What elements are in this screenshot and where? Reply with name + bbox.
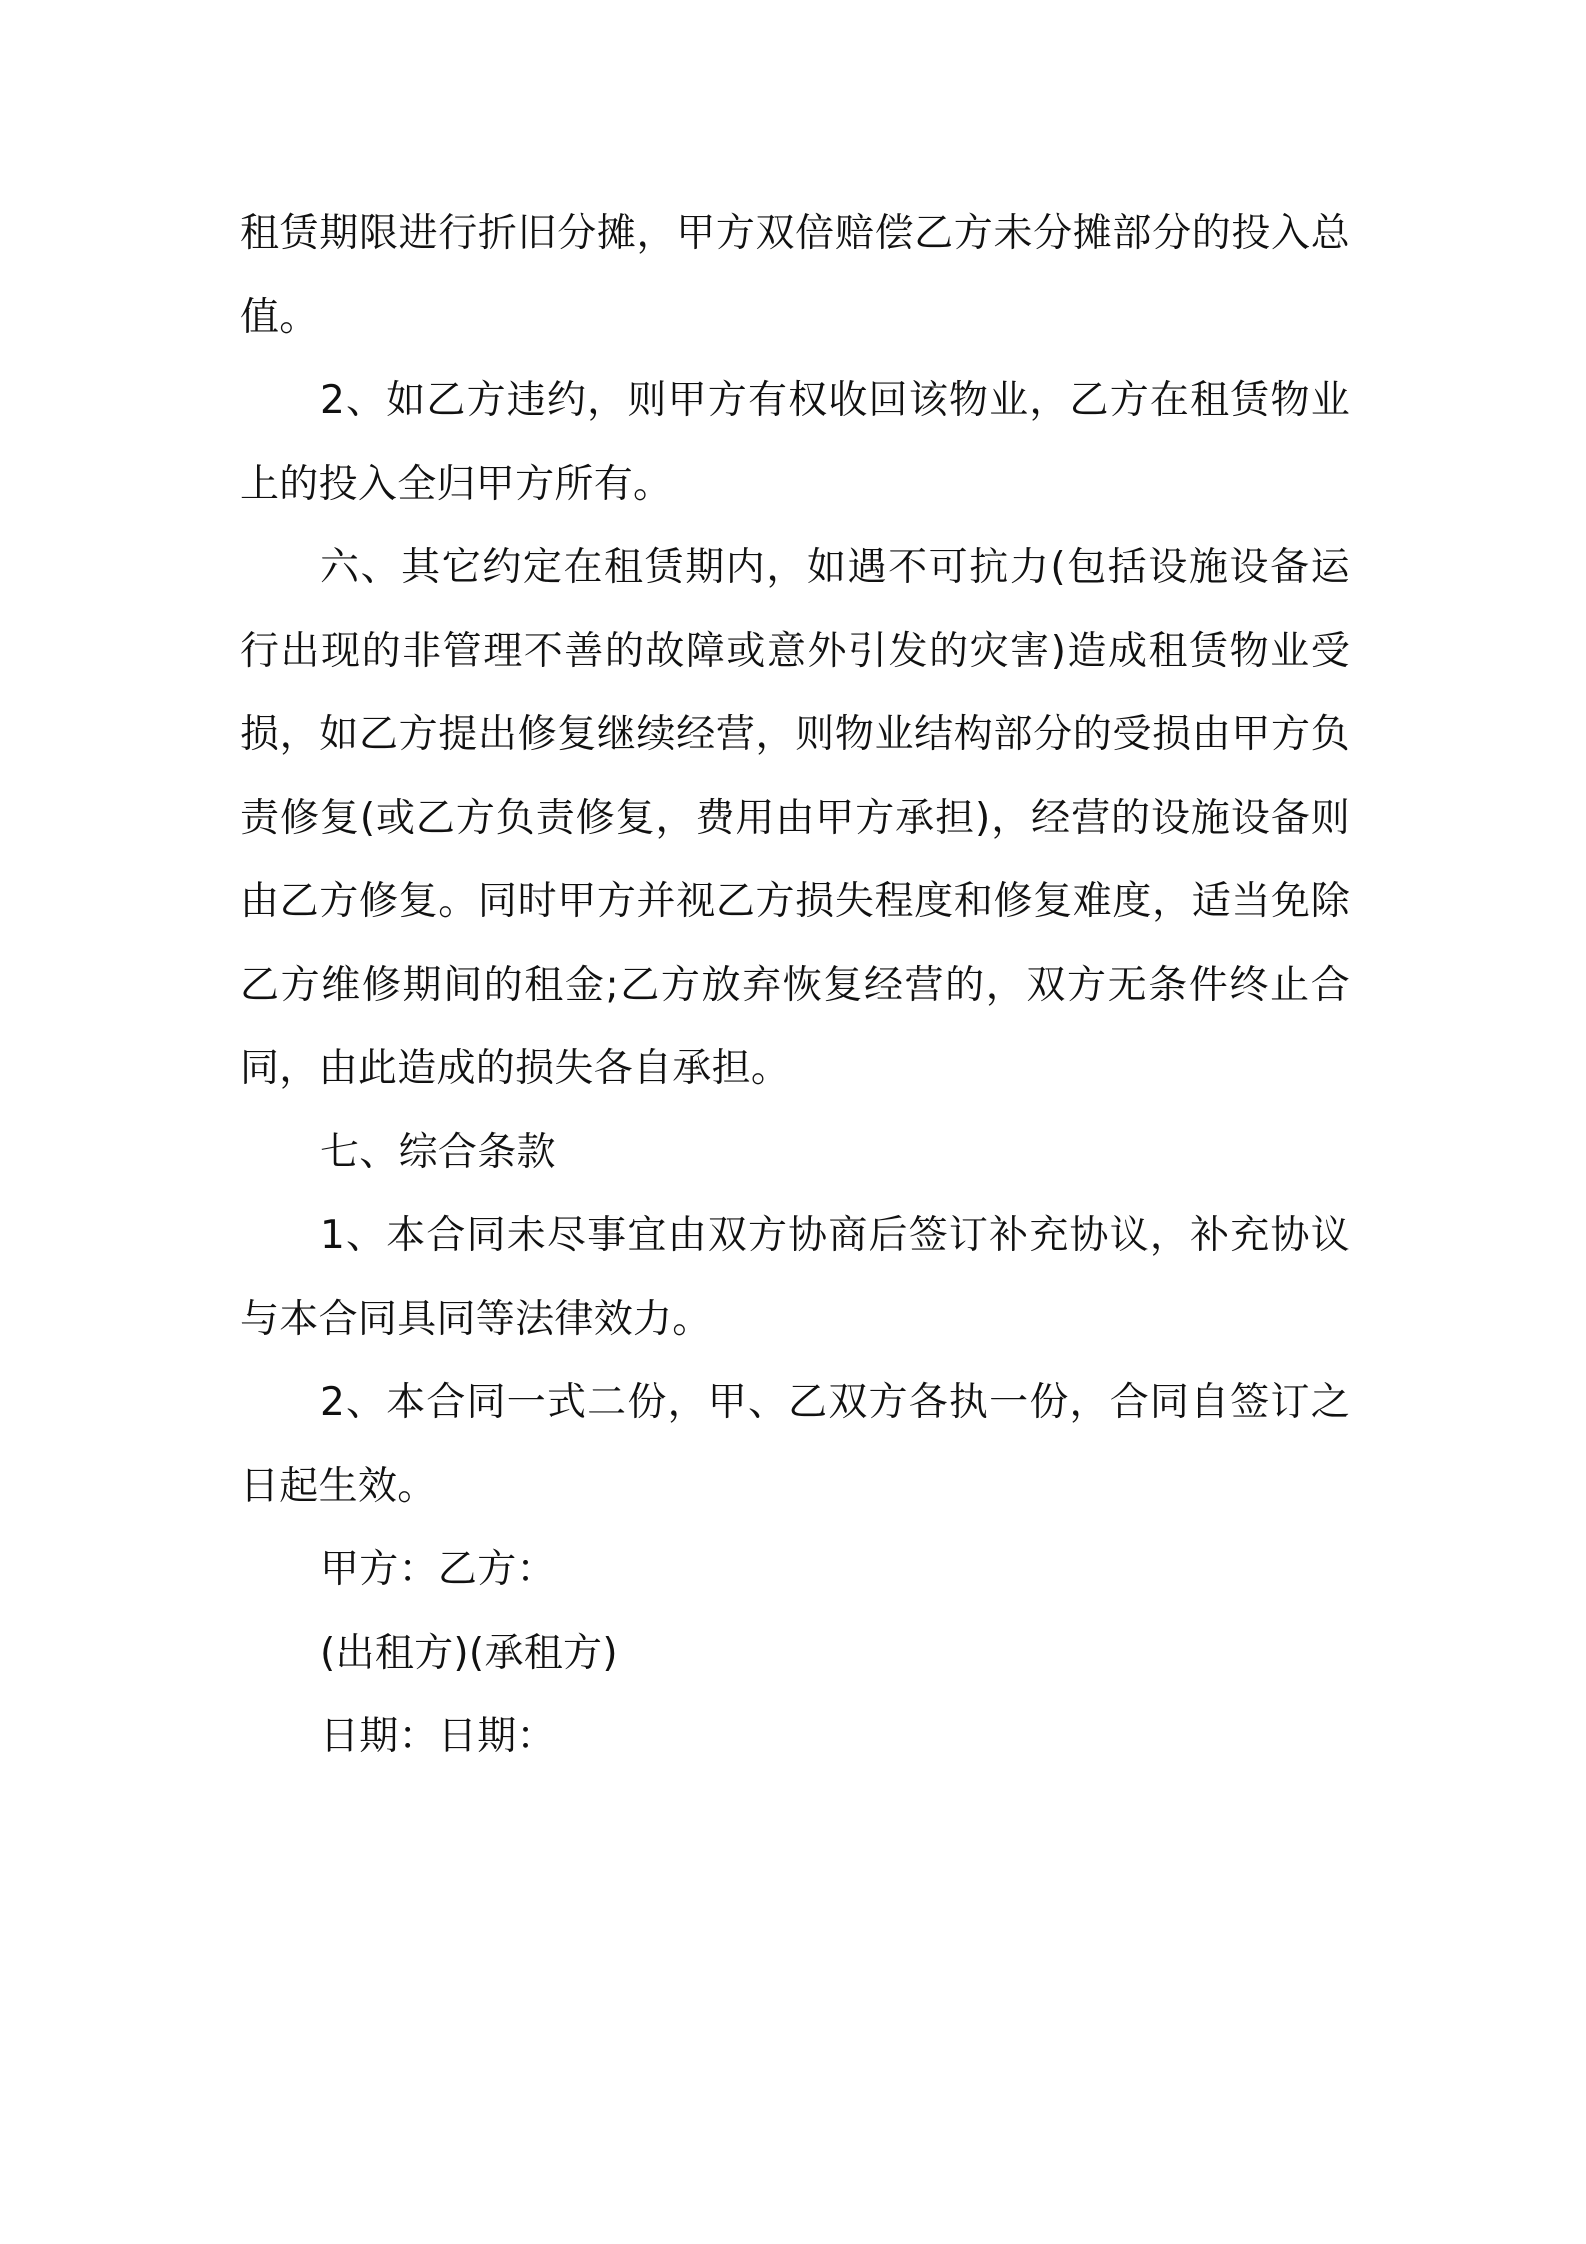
signature-roles: (出租方)(承租方) (320, 1630, 618, 1676)
section-heading-general-terms: 七、综合条款 (320, 1129, 556, 1175)
signature-dates: 日期：日期： (320, 1714, 556, 1759)
paragraph-tenant-breach: 2、如乙方违约，则甲方有权收回该物业，乙方在租赁物业上的投入全归甲方所有。 (240, 378, 1350, 507)
signature-parties: 甲方：乙方： (320, 1547, 556, 1592)
document-body (240, 192, 1350, 1779)
paragraph-copies-effective: 2、本合同一式二份，甲、乙双方各执一份，合同自签订之日起生效。 (240, 1380, 1350, 1509)
paragraph-compensation-continued: 租赁期限进行折旧分摊，甲方双倍赔偿乙方未分摊部分的投入总值。 (240, 211, 1350, 340)
paragraph-supplementary-agreement: 1、本合同未尽事宜由双方协商后签订补充协议，补充协议与本合同具同等法律效力。 (240, 1213, 1350, 1342)
paragraph-force-majeure: 六、其它约定在租赁期内，如遇不可抗力(包括设施设备运行出现的非管理不善的故障或意外引发的灾害)造成租赁物业受损，如乙方提出修复继续经营，则物业结构部分的受损由甲方负责修复(或乙方负责修复，费用由甲方承担)，经营的设施设备则由乙方修复。同时甲方并视乙方损失程度和修复难度，适当免除乙方维修期间的租金;乙方放弃恢复经营的，双方无条件终止合同，由此造成的损失各自承担。 (240, 545, 1350, 1091)
